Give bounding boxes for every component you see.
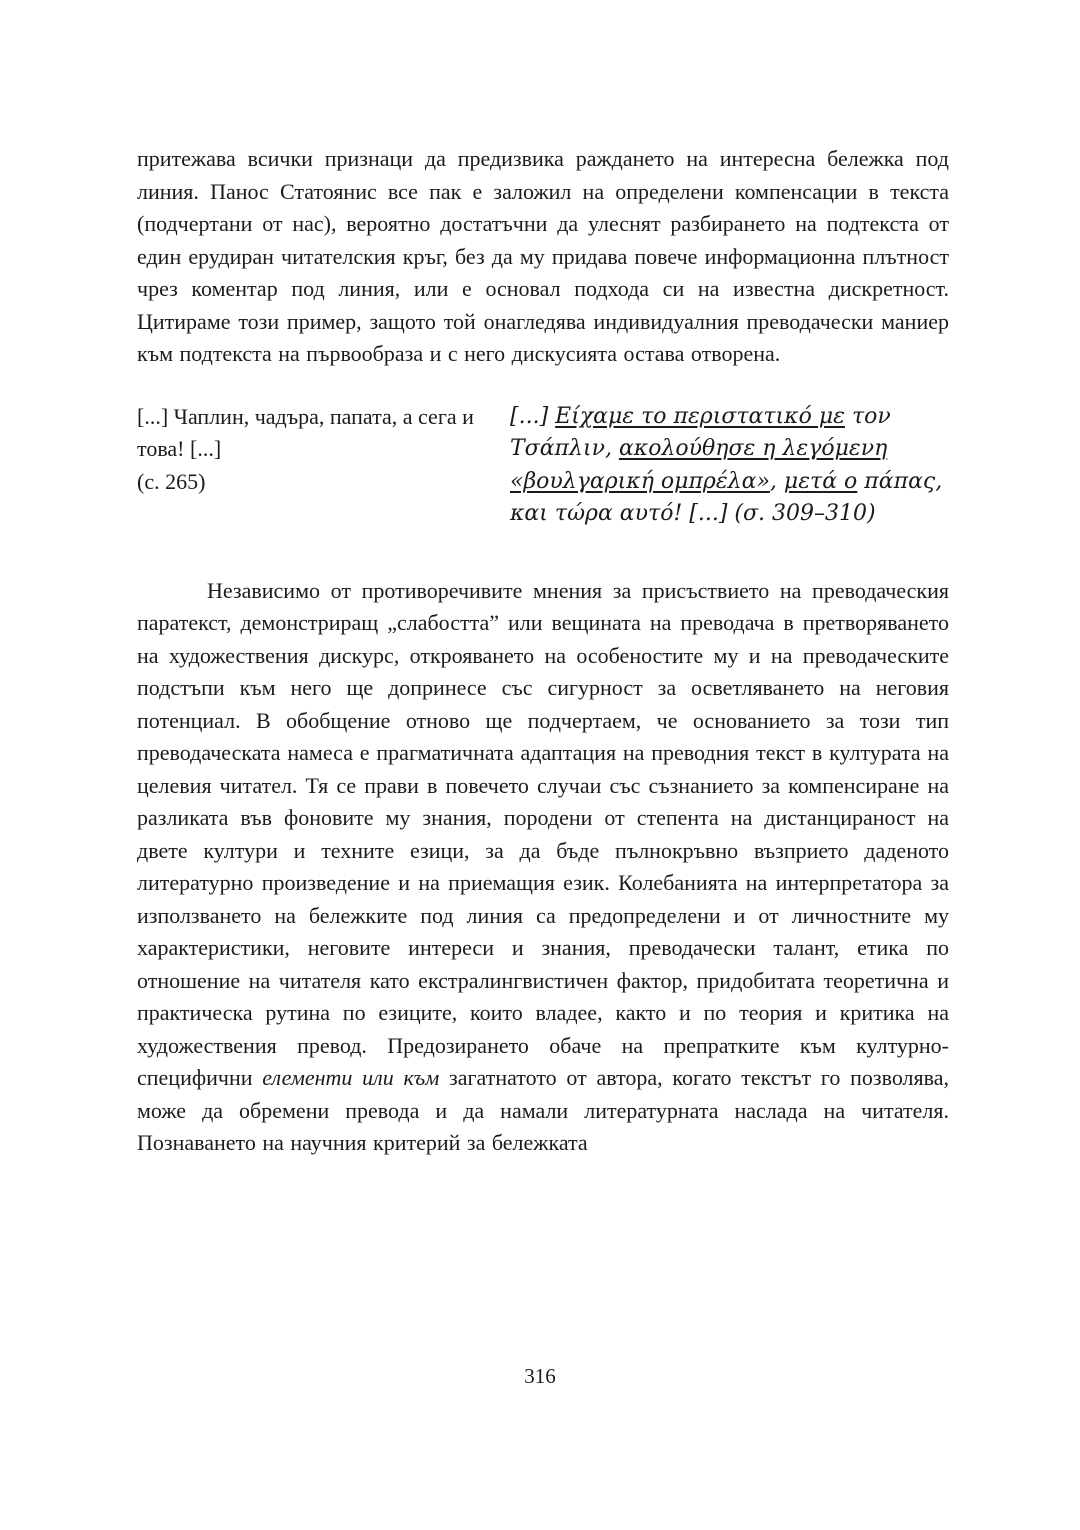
underlined-segment: μετά ο: [783, 468, 858, 494]
quote-translation-greek: [510, 401, 949, 531]
text-segment: [...]: [510, 403, 556, 429]
paragraph-discussion: [137, 575, 949, 1160]
text-segment: загатнатото от автора, когато текстът го позволява, може да обремени превода и да намали литературната наслада на читателя. Познаването на научния критерий за бележката: [137, 1065, 950, 1155]
page-content: [137, 143, 949, 1160]
text-segment: Независимо от противоречивите мнения за присъствието на преводаческия паратекст, демонстриращ „слабостта” или вещината на преводача в претворяването на художествения дискурс, открояването на особеностите му и на преводаческите подстъпи към него ще допринесе със сигурност за осветляването на неговия потенциал. В обобщение отново ще подчертаем, че основанието за този тип преводаческата намеса е прагматичната адаптация на преводния текст в културата на целевия читател. Тя се прави в повечето случаи със съзнанието за компенсиране на разликата във фоновите му знания, породени от степента на дистанцираност на двете култури и техните езици, за да бъде пълнокръвно възприето даденото литературно произведение и на приемащия език. Колебанията на интерпретатора за използването на бележките под линия са предопределени и от личностните му характеристики, неговите интереси и знания, преводачески талант, етика по отношение на читателя като екстралингвистичен фактор, придобитата теоретична и практическа рутина по езиците, които владее, както и по теория и критика на художествения превод. Предозирането обаче на препратките към културно-специфични: [137, 577, 949, 1090]
underlined-segment: ακολούθησε η λεγόμενη: [618, 436, 888, 461]
text-segment: τον Τσάπλιν,: [510, 403, 891, 461]
underlined-segment: «βουλγαρική ομπρέλα»: [510, 468, 770, 494]
quote-source-text: [...] Чаплин, чадъра, папата, а сега и това! [...]: [137, 403, 474, 461]
page-number: 316: [524, 1364, 556, 1388]
text-segment: ,: [769, 468, 784, 494]
italic-segment: елементи или към: [262, 1065, 440, 1090]
underlined-segment: Είχαμε το περιστατικό με: [555, 403, 845, 429]
paragraph-intro: притежава всички признаци да предизвика раждането на интересна бележка под линия. Панос Статоянис все пак е заложил на определени компенсации в текста (подчертани от нас), вероятно достатъчни да улеснят разбирането на подтекста от един ерудиран читателския кръг, без да му придава повече информационна плътност чрез коментар под линия, или е основал подхода си на известна дискретност. Цитираме този пример, защото той онагледява индивидуалния преводачески маниер към подтекста на първообраза и с него дискусията остава отворена.: [137, 146, 949, 366]
quote-source-citation: (с. 265): [137, 468, 206, 494]
text-segment: πάπας, και τώρα αυτό! [...] (σ. 309–310): [510, 468, 943, 526]
quote-block: [137, 401, 949, 531]
quote-source-bulgarian: [137, 401, 477, 499]
